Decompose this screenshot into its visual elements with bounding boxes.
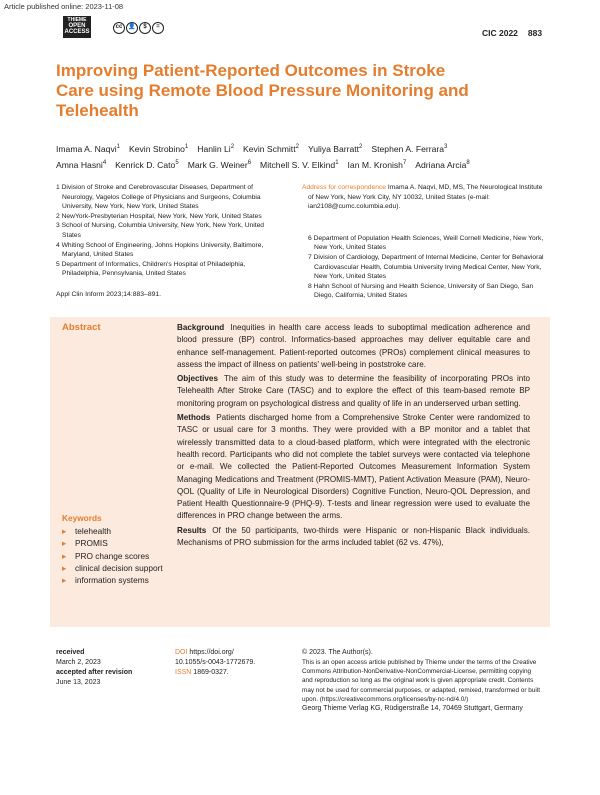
copyright-block [302, 648, 540, 714]
author: Amna Hasni [56, 160, 103, 171]
thieme-open-access-logo [63, 16, 91, 38]
author-affiliation-marker: 4 [102, 160, 107, 167]
author-affiliation-marker: 7 [402, 160, 407, 167]
by-attribution-icon: 👤 [126, 22, 138, 34]
publisher-address: Georg Thieme Verlag KG, Rüdigerstraße 14, 70469 Stuttgart, Germany [302, 705, 523, 713]
author-affiliation-marker: 2 [230, 144, 235, 150]
noderivatives-icon: = [152, 22, 164, 34]
page-number: 883 [527, 28, 543, 38]
abstract-section-heading: Results [177, 525, 207, 535]
license-badge [113, 22, 164, 34]
article-title: Improving Patient-Reported Outcomes in Stroke Care using Remote Blood Pressure Monitoring and Telehealth [56, 61, 469, 120]
author-entry [56, 144, 120, 154]
abstract-section-body: Of the 50 participants, two-thirds were Hispanic or non-Hispanic Black individuals. Mechanisms of PRO submission for the arms included tablet (62 vs. 47%), [177, 525, 530, 548]
author-entry [308, 144, 362, 154]
correspondence [302, 183, 547, 212]
author-entry [56, 160, 106, 170]
abstract-section [177, 412, 530, 523]
author-affiliation-marker: 2 [295, 144, 299, 150]
author: Imama A. Naqvi [56, 143, 117, 154]
accepted-date: June 13, 2023 [56, 679, 101, 686]
affiliation: 7 Division of Cardiology, Department of Internal Medicine, Center for Behavioral Cardiovascular Health, Columbia University Irving Medical Center, New York, New York, United States [308, 253, 544, 281]
logo-line-3: ACCESS [64, 29, 90, 35]
abstract-section-body: Inequities in health care access leads to suboptimal medication adherence and blood pressure (BP) control. Informatics-based approaches may deliver equitable care and enhance self-management. Patient-reported outcomes (PROs) complement clinical measures to assess the impact of illness on patients' well-being in poststroke care. [177, 323, 530, 369]
author-entry [188, 160, 251, 170]
author-affiliation-marker: 5 [175, 160, 179, 167]
author-affiliation-marker: 1 [116, 144, 120, 150]
author-entry [371, 144, 447, 154]
author-entry [197, 144, 234, 154]
author-affiliation-marker: 2 [359, 144, 363, 150]
author-entry [348, 160, 407, 170]
received-date: March 2, 2023 [56, 659, 101, 666]
affiliation: 6 Department of Population Health Sciences, Weill Cornell Medicine, New York, New York, United States [308, 234, 544, 252]
author: Mark G. Weiner [187, 160, 248, 171]
citation: Appl Clin Inform 2023;14:883–891. [56, 291, 162, 298]
author-affiliation-marker: 8 [466, 160, 470, 167]
abstract-section-body: The aim of this study was to determine the feasibility of incorporating PROs into Telehealth After Stroke Care (TASC) and to explore the effect of this team-based remote BP monitoring program on psychological distress and quality of life in an underserved urban setting. [177, 374, 530, 408]
keyword: ▸ information systems [62, 574, 172, 586]
copyright-line: © 2023. The Author(s). [302, 649, 373, 656]
affiliation-list-right [302, 234, 547, 301]
logo-line-1: THIEME [67, 17, 87, 23]
running-header [482, 28, 542, 38]
author-affiliation-marker: 6 [247, 160, 252, 167]
issn-value: 1869-0327. [193, 669, 229, 676]
article-dates [56, 648, 132, 688]
affiliation: 4 Whiting School of Engineering, Johns Hopkins University, Baltimore, Maryland, United States [56, 241, 264, 259]
abstract-label: Abstract [62, 322, 101, 333]
author: Adriana Arcia [415, 160, 467, 171]
author: Ian M. Kronish [347, 160, 403, 171]
abstract-section-body: Patients discharged home from a Comprehensive Stroke Center were randomized to TASC or usual care for 3 months. They were provided with a BP monitor and a tablet that wirelessly transmitted data to a cloud-based platform, which were integrated with the electronic health record. Participants who did not complete the tablet surveys were contacted via telephone or e-mail. We collected the Patient-Reported Outcomes Measurement Information System Managing Medications and Treatment (PROMIS-MMT), Patient Activation Measure (PAM), Neuro-QOL (Quality of Life in Neurological Disorders) Cognitive Function, Neuro-QOL Depression, and Patient Health Questionnaire-9 (PHQ-9). T-tests and linear regression were used to evaluate the differences in PRO change between the arms. [177, 413, 530, 521]
author-entry [129, 144, 188, 154]
license-text: This is an open access article published by Thieme under the terms of the Creative Commons Attribution-NonDerivative-NonCommercial-License, permitting copying and reproduction so long as the original work is given appropriate credit. Contents may not be used for commercial purposes, or adapted, remixed, transformed or built upon. (https://creativecommons.org/licenses/by-nc-nd/4.0/) [302, 659, 540, 703]
keyword: ▸ PROMIS [62, 537, 172, 549]
abstract-section [177, 322, 530, 371]
author: Yuliya Barratt [307, 143, 360, 154]
accepted-label: accepted after revision [56, 669, 133, 676]
author-list [56, 140, 546, 173]
affiliation: 8 Hahn School of Nursing and Health Science, University of San Diego, San Diego, California, United States [308, 282, 534, 300]
author-entry [260, 160, 339, 170]
keywords-label: Keywords [62, 513, 102, 523]
received-label: received [56, 649, 85, 656]
correspondence-label: Address for correspondence [302, 184, 387, 191]
abstract-section [177, 525, 530, 550]
author: Kevin Strobino [129, 143, 185, 154]
doi-block [175, 648, 255, 678]
abstract-section [177, 373, 530, 410]
journal-issue: CIC 2022 [482, 28, 518, 38]
author-entry [243, 144, 299, 154]
affiliation: 5 Department of Informatics, Children's Hospital of Philadelphia, Philadelphia, Pennsylvania, United States [56, 260, 246, 278]
affiliations-right [302, 183, 547, 301]
keyword: ▸ telehealth [62, 525, 172, 537]
abstract-section-heading: Objectives [177, 374, 218, 384]
abstract-text [177, 322, 530, 551]
keyword: ▸ clinical decision support [62, 562, 172, 574]
author-entry [415, 160, 469, 170]
noncommercial-icon: $ [139, 22, 151, 34]
author-affiliation-marker: 3 [444, 144, 448, 150]
author-affiliation-marker: 1 [335, 160, 339, 167]
author: Hanlin Li [197, 143, 231, 154]
publication-note: Article published online: 2023-11-08 [4, 2, 124, 11]
doi-value: 10.1055/s-0043-1772679. [175, 659, 256, 666]
author: Mitchell S. V. Elkind [260, 160, 336, 171]
affiliations-left [56, 183, 278, 279]
abstract-section-heading: Background [177, 323, 225, 332]
affiliation: 1 Division of Stroke and Cerebrovascular Diseases, Department of Neurology, Vagelos College of Physicians and Surgeons, Columbia University, New York, New York, United States [56, 184, 261, 211]
author: Kenrick D. Cato [115, 160, 176, 171]
cc-icon: cc [113, 22, 125, 34]
author-entry [115, 160, 179, 170]
author: Kevin Schmitt [243, 143, 296, 154]
keyword: ▸ PRO change scores [62, 550, 172, 562]
abstract-section-heading: Methods [177, 413, 211, 423]
affiliation: 3 School of Nursing, Columbia University, New York, New York, United States [56, 222, 265, 239]
keywords-list [62, 525, 172, 586]
issn-label: ISSN [175, 669, 192, 676]
correspondence-text: Imama A. Naqvi, MD, MS, The Neurological Institute of New York, New York City, NY 10032, United States (e-mail: ian2108@cumc.columbia.edu). [308, 184, 543, 211]
doi-label: DOI [175, 649, 188, 656]
author: Stephen A. Ferrara [371, 143, 445, 154]
affiliation: 2 NewYork-Presbyterian Hospital, New York, New York, United States [56, 212, 262, 220]
doi-link[interactable]: https://doi.org/ [189, 649, 234, 656]
author-affiliation-marker: 1 [184, 144, 189, 150]
logo-line-2: OPEN [68, 23, 86, 29]
